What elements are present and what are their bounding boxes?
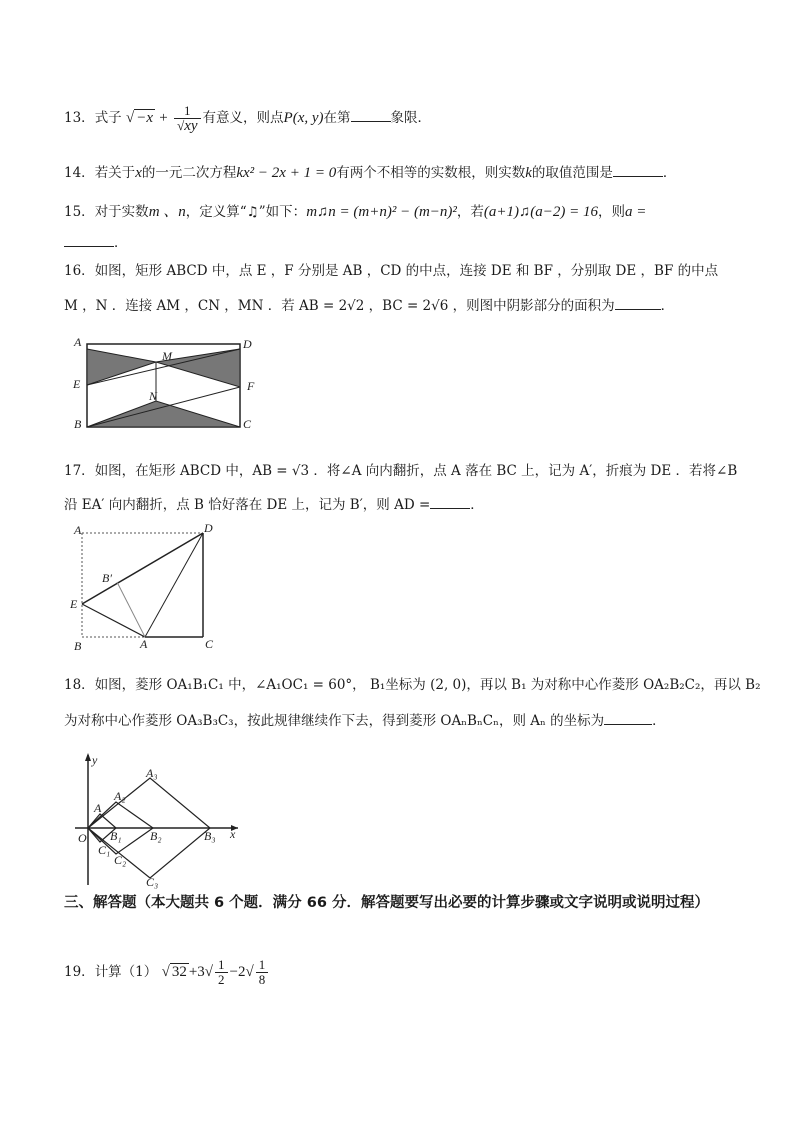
label-x: x — [230, 827, 236, 841]
answer-blank[interactable] — [613, 162, 663, 177]
sqrt-32: √ 32 — [161, 964, 187, 980]
question-19: 19．计算（1） √ 32 +3√ $\frac{1}{2}$ −2√ $\frac{1}{8}$ — [64, 958, 270, 987]
section-3-heading: 三、解答题（本大题共 6 个题．满分 66 分．解答题要写出必要的计算步骤或文字说明或说明过程） — [64, 895, 709, 911]
label-B-prime: B′ — [102, 571, 112, 585]
label-D: D — [243, 337, 252, 351]
figure-17-fold — [70, 520, 230, 652]
figure-18-rhombus — [70, 750, 250, 890]
question-13: 13．式子 √ −x + $\frac{1}{√xy}$ 有意义，则点P(x, y)在第 象限． — [64, 103, 431, 134]
label-N: N — [149, 389, 158, 403]
label-B1: B₁ — [110, 829, 122, 843]
label-B: B — [74, 417, 82, 431]
question-15-blank-line: ． — [64, 232, 128, 253]
sqrt-neg-x: √ −x — [125, 110, 153, 126]
label-O: O — [78, 831, 87, 845]
label-D: D — [204, 521, 213, 535]
question-16-line-2: M ，N ．连接 AM ，CN ，MN ．若 AB = 2√2 ，BC = 2√6 ，则图中阴影部分的面积为 ． — [64, 295, 674, 316]
label-A: A — [74, 523, 82, 537]
answer-blank[interactable] — [430, 494, 470, 509]
label-E: E — [70, 597, 78, 611]
question-16-line-1: 16．如图，矩形 ABCD 中，点 E ，F 分别是 AB ，CD 的中点，连接 DE 和 BF ，分别取 DE ，BF 的中点 — [64, 263, 719, 279]
label-C2: C₂ — [114, 853, 127, 867]
answer-blank[interactable] — [604, 710, 652, 725]
fraction-half: $\frac{1}{2}$ — [215, 958, 228, 987]
answer-blank[interactable] — [615, 295, 661, 310]
label-C: C — [243, 417, 252, 431]
question-14: 14．若关于x的一元二次方程kx² − 2x + 1 = 0有两个不相等的实数根，则实数k的取值范围是 ． — [64, 162, 676, 183]
label-F: F — [247, 379, 255, 393]
label-C1: C₁ — [98, 843, 111, 857]
label-B: B — [74, 639, 82, 652]
answer-blank[interactable] — [64, 232, 114, 247]
label-A: A — [74, 335, 82, 349]
question-17-line-1: 17．如图，在矩形 ABCD 中，AB = √3 ．将∠A 向内翻折，点 A 落在 BC 上，记为 A′，折痕为 DE ．若将∠B — [64, 463, 738, 479]
question-15: 15．对于实数m 、n，定义算“♫”如下：m♫n = (m+n)² − (m−n)²，若(a+1)♫(a−2) = 16，则a = — [64, 204, 647, 220]
label-C3: C₃ — [146, 875, 159, 889]
question-18-line-2: 为对称中心作菱形 OA₃B₃C₃，按此规律继续作下去，得到菱形 OAₙBₙCₙ，则 Aₙ 的坐标为 ． — [64, 710, 666, 731]
question-18-line-1: 18．如图，菱形 OA₁B₁C₁ 中，∠A₁OC₁ = 60°， B₁坐标为 (2, 0)，再以 B₁ 为对称中心作菱形 OA₂B₂C₂，再以 B₂ — [64, 677, 761, 693]
fraction-eighth: $\frac{1}{8}$ — [256, 958, 269, 987]
fraction-1-over-sqrt-xy: $\frac{1}{√xy}$ — [174, 104, 200, 133]
label-E: E — [73, 377, 81, 391]
label-y: y — [92, 753, 98, 767]
label-M: M — [162, 349, 172, 363]
label-B2: B₂ — [150, 829, 162, 843]
label-B3: B₃ — [204, 829, 216, 843]
figure-16-rectangle — [70, 330, 270, 435]
question-17-line-2: 沿 EA′ 向内翻折，点 B 恰好落在 DE 上，记为 B′，则 AD = ． — [64, 494, 484, 515]
answer-blank[interactable] — [351, 107, 391, 122]
label-A-prime: A — [140, 637, 148, 651]
label-A3: A₃ — [146, 766, 158, 780]
label-C: C — [205, 637, 214, 651]
label-A1: A — [94, 801, 102, 815]
label-A2: A₂ — [114, 789, 126, 803]
